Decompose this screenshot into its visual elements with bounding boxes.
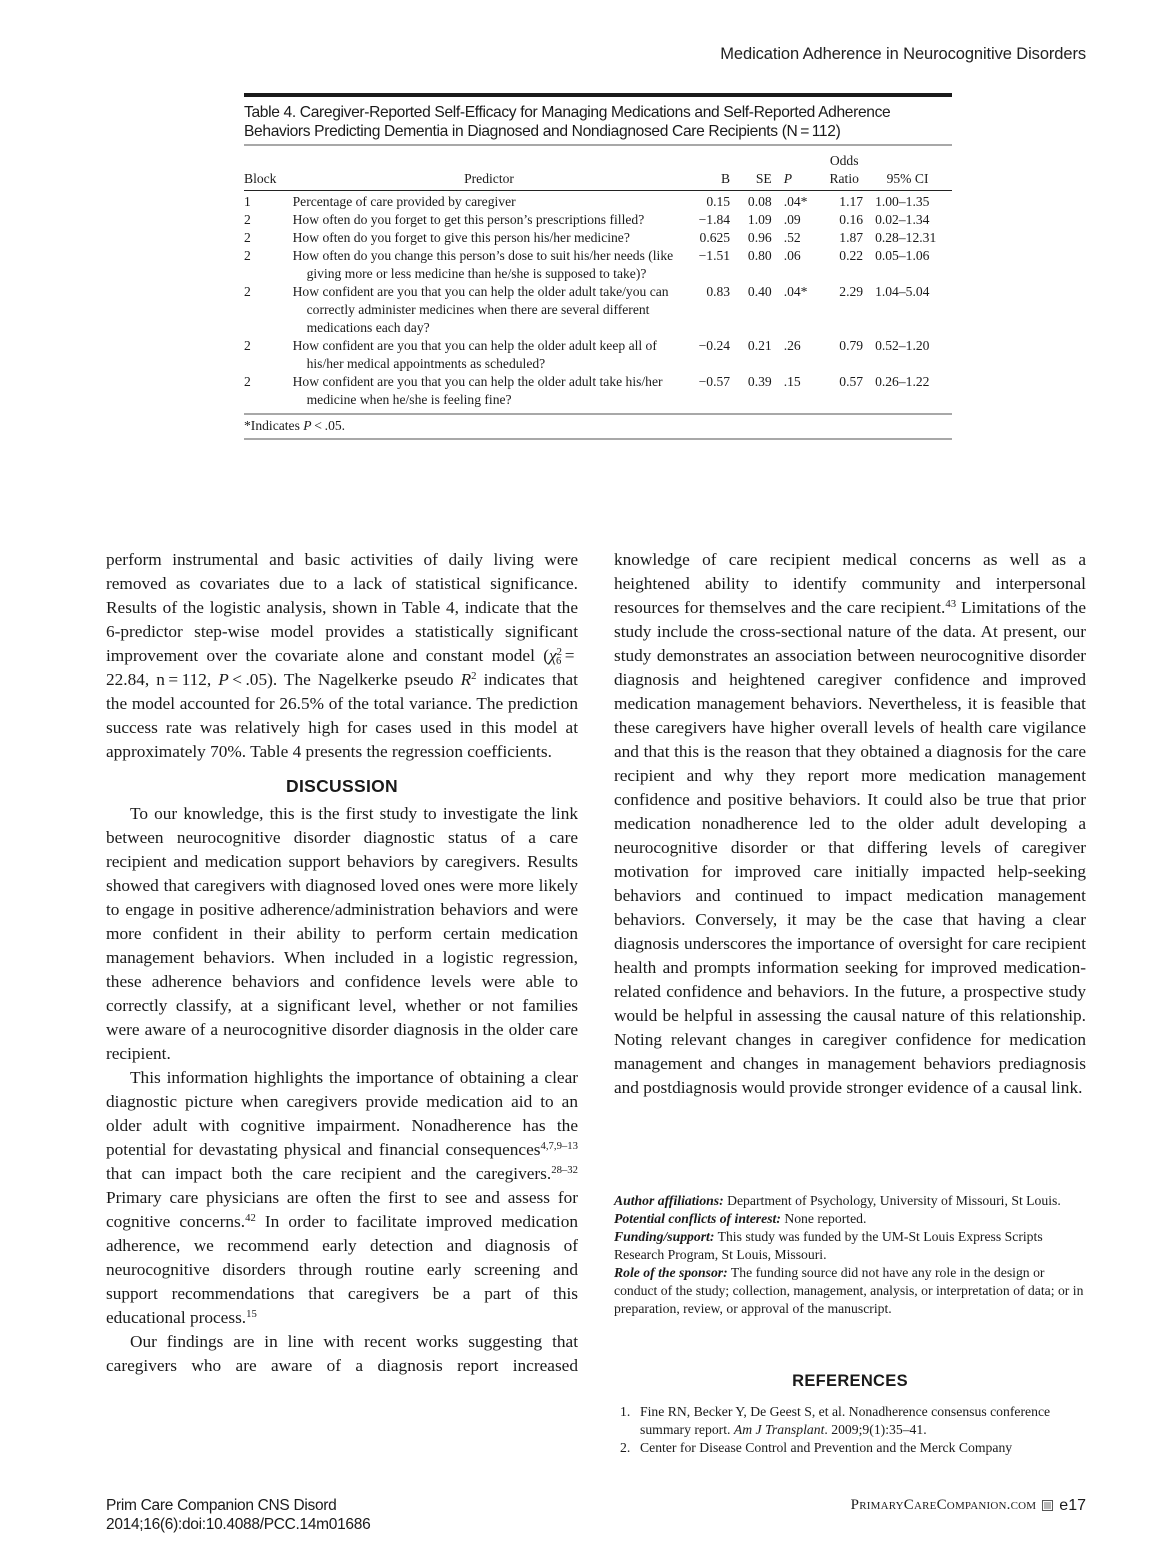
table-row [244, 247, 952, 283]
regression-table [244, 152, 952, 409]
cell-b: −1.51 [698, 248, 731, 263]
header-odds-ratio [825, 152, 863, 190]
cell-se: 0.08 [747, 194, 772, 209]
table-row [244, 191, 952, 211]
note-text: This study was funded by the UM-St Louis Express Scripts Research Program, St Louis, Missouri. [614, 1229, 1043, 1262]
cell-ci: 0.28–12.31 [875, 230, 937, 245]
cell-se: 0.40 [747, 284, 772, 299]
cell-odds-ratio: 0.22 [839, 248, 864, 263]
footer-citation [106, 1496, 370, 1534]
cell-odds-ratio: 0.79 [839, 338, 864, 353]
cell-ci: 1.00–1.35 [875, 194, 930, 209]
right-column [614, 548, 1086, 1100]
cell-b: 0.83 [706, 284, 731, 299]
left-column [106, 548, 578, 1378]
note-item [614, 1192, 1086, 1210]
section-heading-discussion: DISCUSSION [286, 776, 398, 796]
table-body [244, 191, 952, 409]
reference-number: 1. [620, 1404, 631, 1419]
header-p: P [783, 171, 792, 186]
header-se: SE [755, 171, 772, 186]
reference-text: Fine RN, Becker Y, De Geest S, et al. Nonadherence consensus conference summary report. [640, 1404, 1051, 1437]
cell-ci: 0.05–1.06 [875, 248, 930, 263]
cell-se: 0.21 [747, 338, 772, 353]
cell-odds-ratio: 2.29 [839, 284, 864, 299]
predictor-text: How confident are you that you can help the older adult take/you can correctly administer medicines when there are several different medications each day? [292, 284, 669, 335]
cell-odds-ratio: 0.57 [839, 374, 864, 389]
table-row [244, 229, 952, 247]
cell-p: .06 [783, 248, 801, 263]
cell-ci: 0.52–1.20 [875, 338, 930, 353]
reference-item [620, 1439, 1080, 1457]
cell-b: −0.57 [698, 374, 731, 389]
paragraph-discussion-3: Our findings are in line with recent works suggesting that caregivers who are aware of a diagnosis report increased [106, 1332, 578, 1375]
cell-b: −1.84 [698, 212, 731, 227]
table-footnote-rule [244, 438, 952, 440]
predictor-text: How often do you forget to give this person his/her medicine? [292, 230, 630, 245]
note-item [614, 1264, 1086, 1318]
note-label: Potential conflicts of interest: [614, 1211, 781, 1226]
predictor-text: How often do you change this person’s dose to suit his/her needs (like giving more or less medicine than he/she is supposed to take)? [292, 248, 674, 281]
table-title: Table 4. Caregiver-Reported Self-Efficacy for Managing Medications and Self-Reported Adherence Behaviors Predicting Dementia in Diagnosed and Nondiagnosed Care Recipients (N = 112) [244, 104, 891, 140]
cell-predictor [293, 373, 686, 409]
cell-p: .26 [783, 338, 801, 353]
cell-predictor [293, 337, 686, 373]
header-block: Block [244, 171, 277, 186]
header-predictor: Predictor [464, 171, 514, 186]
note-text: Department of Psychology, University of Missouri, St Louis. [723, 1193, 1061, 1208]
cell-p: .04* [783, 284, 808, 299]
square-separator-icon [1042, 1500, 1053, 1511]
table-4 [244, 93, 952, 440]
reference-text: Center for Disease Control and Prevention and the Merck Company [640, 1440, 1013, 1455]
cell-predictor [293, 247, 686, 283]
cell-block: 2 [244, 212, 251, 227]
table-footnote: *Indicates P < .05. [244, 418, 346, 433]
note-item [614, 1210, 1086, 1228]
footer-doi: 2014;16(6):doi:10.4088/PCC.14m01686 [106, 1516, 371, 1533]
cell-ci: 0.26–1.22 [875, 374, 930, 389]
cell-block: 2 [244, 374, 251, 389]
article-notes [614, 1192, 1086, 1318]
paragraph-discussion-2: This information highlights the importance of obtaining a clear diagnostic picture when caregivers provide medication aid to an older adult with cognitive impairment. Nonadherence has the potential for devastating physical and financial consequences$^{4,7,9-13}$ that can impact both the care recipient and the caregivers.$^{28-32}$ Primary care physicians are often the first to see and assess for cognitive concerns.$^{42}$ In order to facilitate improved medication adherence, we recommend early detection and diagnosis of neurocognitive disorders through routine early screening and support recommendations that caregivers be a part of this educational process.$^{15}$ [106, 1068, 578, 1327]
header-ci: 95% CI [886, 171, 929, 186]
header-odds-ratio-line2: Ratio [829, 171, 859, 186]
cell-p: .15 [783, 374, 801, 389]
note-label: Funding/support: [614, 1229, 715, 1244]
table-row [244, 211, 952, 229]
reference-item [620, 1403, 1080, 1439]
cell-b: −0.24 [698, 338, 731, 353]
cell-block: 2 [244, 284, 251, 299]
reference-journal: Am J Transplant [733, 1422, 825, 1437]
section-heading-references: REFERENCES [792, 1372, 908, 1390]
cell-p: .09 [783, 212, 801, 227]
cell-block: 1 [244, 194, 251, 209]
paragraph-discussion-3-continued: knowledge of care recipient medical concerns as well as a heightened ability to identify community and interpersonal resources for themselves and the care recipient.$^{43}$ Limitations of the study include the cross-sectional nature of the data. At present, our study demonstrates an association between neurocognitive disorder diagnosis and heightened caregiver confidence and improved medication management behaviors. Nevertheless, it is feasible that these caregivers have higher overall levels of health care vigilance and that this is the reason that they obtained a diagnosis for the care recipient and why they report more medication management confidence and positive behaviors. It could also be true that prior medication nonadherence led to the older adult developing a neurocognitive disorder or that differing levels of caregiver motivation for improved care initially impacted help-seeking behaviors and continued to impact medication management behaviors. Conversely, it may be the case that having a clear diagnosis underscores the importance of oversight for care recipient health and prompts information seeking for improved medication-related confidence and behaviors. In the future, a prospective study would be helpful in assessing the causal nature of this relationship. Noting relevant changes in caregiver confidence for medication management and changes in management behaviors prediagnosis and postdiagnosis would provide stronger evidence of a causal link. [614, 550, 1086, 1097]
cell-block: 2 [244, 230, 251, 245]
header-odds-ratio-line1: Odds [829, 153, 859, 168]
cell-block: 2 [244, 248, 251, 263]
cell-predictor [293, 211, 686, 229]
cell-se: 1.09 [747, 212, 772, 227]
note-text: None reported. [780, 1211, 867, 1226]
reference-details: . 2009;9(1):35–41. [824, 1422, 927, 1437]
cell-predictor [293, 229, 686, 247]
table-title-rule [244, 144, 952, 146]
note-text: The funding source did not have any role in the design or conduct of the study; collection, management, analysis, or interpretation of data; or in preparation, review, or approval of the manuscript. [614, 1265, 1084, 1316]
reference-number: 2. [620, 1440, 631, 1455]
table-row [244, 373, 952, 409]
running-head: Medication Adherence in Neurocognitive Disorders [720, 45, 1086, 63]
cell-p: .04* [783, 194, 808, 209]
cell-odds-ratio: 1.87 [839, 230, 864, 245]
cell-ci: 0.02–1.34 [875, 212, 930, 227]
cell-b: 0.15 [706, 194, 731, 209]
cell-p: .52 [783, 230, 801, 245]
footer-journal: Prim Care Companion CNS Disord [106, 1497, 337, 1514]
paragraph-discussion-1: To our knowledge, this is the first study to investigate the link between neurocognitive disorder diagnostic status of a care recipient and medication support behaviors by caregivers. Results showed that caregivers with diagnosed loved ones were more likely to engage in positive adherence/administration behaviors and were more confident in their ability to perform certain medication management behaviors. When included in a logistic regression, these adherence behaviors and confidence levels were able to correctly classify, at a significant level, whether or not families were aware of a neurocognitive disorder diagnosis in the older care recipient. [106, 804, 578, 1063]
cell-odds-ratio: 1.17 [839, 194, 864, 209]
table-top-rule [244, 93, 952, 97]
cell-se: 0.39 [747, 374, 772, 389]
cell-predictor [293, 191, 686, 211]
cell-block: 2 [244, 338, 251, 353]
predictor-text: Percentage of care provided by caregiver [292, 194, 516, 209]
reference-list [620, 1403, 1080, 1457]
page-number: e17 [1059, 1497, 1086, 1514]
cell-odds-ratio: 0.16 [839, 212, 864, 227]
header-b: B [721, 171, 731, 186]
table-row [244, 283, 952, 337]
cell-se: 0.80 [747, 248, 772, 263]
note-item [614, 1228, 1086, 1264]
cell-predictor [293, 283, 686, 337]
predictor-text: How often do you forget to get this person’s prescriptions filled? [292, 212, 645, 227]
footer-website-link[interactable]: PrimaryCareCompanion.com [850, 1497, 1037, 1513]
table-row [244, 337, 952, 373]
note-label: Role of the sponsor: [614, 1265, 728, 1280]
footer-site [851, 1496, 1086, 1515]
note-label: Author affiliations: [614, 1193, 724, 1208]
cell-se: 0.96 [747, 230, 772, 245]
cell-ci: 1.04–5.04 [875, 284, 930, 299]
paragraph-results: perform instrumental and basic activities of daily living were removed as covariates due to a lack of statistical significance. Results of the logistic analysis, shown in Table 4, indicate that the 6-predictor step-wise model provides a statistically significant improvement over the covariate alone and constant model ($\chi^2_6 = 22.84$, n = 112, P < .05). The Nagelkerke pseudo $R^2$ indicates that the model accounted for 26.5% of the total variance. The prediction success rate was relatively high for cases used in this model at approximately 70%. Table 4 presents the regression coefficients. [106, 550, 578, 761]
predictor-text: How confident are you that you can help the older adult take his/her medicine when he/she is feeling fine? [292, 374, 663, 407]
cell-b: 0.625 [699, 230, 731, 245]
predictor-text: How confident are you that you can help the older adult keep all of his/her medical appointments as scheduled? [292, 338, 657, 371]
